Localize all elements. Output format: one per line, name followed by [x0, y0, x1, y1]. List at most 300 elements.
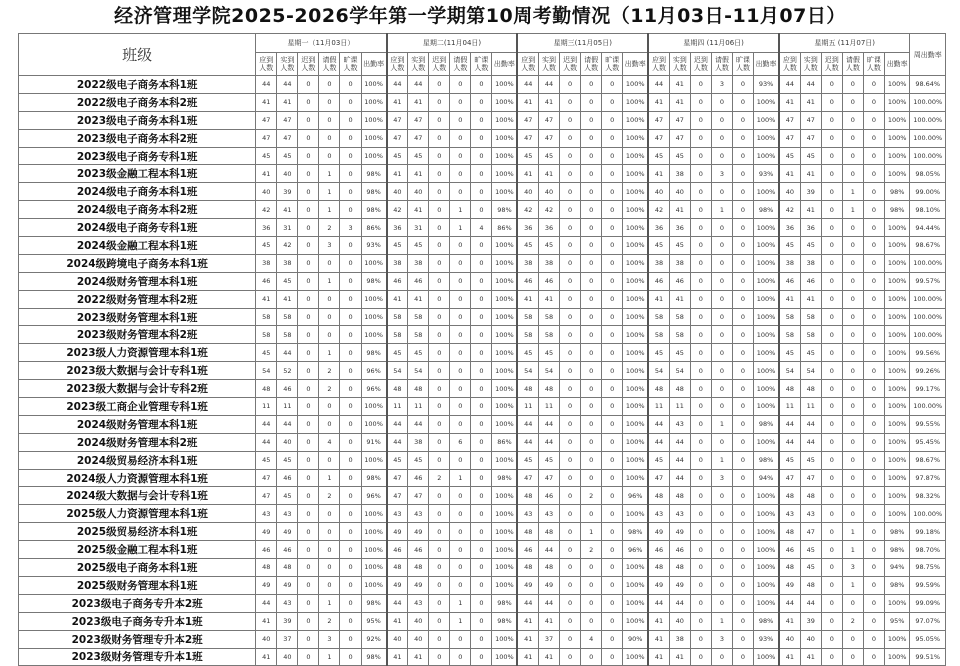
- count-cell: 41: [800, 648, 821, 666]
- count-cell: 41: [256, 93, 277, 111]
- count-cell: 0: [319, 308, 340, 326]
- count-cell: 0: [732, 165, 753, 183]
- count-cell: 0: [732, 237, 753, 255]
- report-title: 经济管理学院2025-2026学年第一学期第10周考勤情况（11月03日-11月07日）: [114, 5, 846, 27]
- count-cell: 38: [538, 254, 559, 272]
- count-cell: 43: [517, 505, 538, 523]
- attendance-rate-cell: 98%: [361, 594, 387, 612]
- count-cell: 58: [277, 308, 298, 326]
- attendance-rate-cell: 100%: [623, 254, 648, 272]
- class-name-cell: 2024级电子商务本科2班: [19, 201, 256, 219]
- count-cell: 0: [298, 380, 319, 398]
- count-cell: 3: [340, 219, 361, 237]
- count-cell: 47: [387, 129, 408, 147]
- count-cell: 40: [669, 183, 690, 201]
- attendance-rate-cell: 100%: [884, 451, 910, 469]
- count-cell: 0: [560, 272, 581, 290]
- count-cell: 0: [732, 469, 753, 487]
- count-cell: 0: [340, 308, 361, 326]
- count-cell: 0: [863, 201, 884, 219]
- table-row: [19, 487, 946, 505]
- count-cell: 0: [732, 433, 753, 451]
- table-row: [19, 219, 946, 237]
- count-cell: 1: [842, 576, 863, 594]
- attendance-rate-cell: 100%: [754, 594, 780, 612]
- class-name-cell: 2025级贸易经济本科1班: [19, 523, 256, 541]
- table-row: [19, 433, 946, 451]
- count-cell: 0: [842, 111, 863, 129]
- count-cell: 0: [581, 308, 602, 326]
- count-cell: 58: [256, 326, 277, 344]
- count-cell: 44: [256, 433, 277, 451]
- sub-column-header: 实到人数: [538, 53, 559, 76]
- count-cell: 40: [779, 630, 800, 648]
- count-cell: 0: [711, 272, 732, 290]
- count-cell: 40: [387, 183, 408, 201]
- count-cell: 0: [690, 147, 711, 165]
- count-cell: 2: [319, 380, 340, 398]
- count-cell: 39: [800, 612, 821, 630]
- count-cell: 0: [298, 648, 319, 666]
- count-cell: 0: [560, 129, 581, 147]
- count-cell: 2: [429, 469, 450, 487]
- count-cell: 0: [711, 362, 732, 380]
- count-cell: 58: [669, 308, 690, 326]
- count-cell: 0: [319, 76, 340, 94]
- class-name-cell: 2024级跨境电子商务本科1班: [19, 254, 256, 272]
- attendance-rate-cell: 100%: [361, 415, 387, 433]
- count-cell: 44: [538, 76, 559, 94]
- count-cell: 47: [517, 111, 538, 129]
- attendance-rate-cell: 100%: [492, 129, 517, 147]
- count-cell: 0: [732, 648, 753, 666]
- attendance-rate-cell: 100%: [754, 398, 780, 416]
- attendance-rate-cell: 98%: [492, 612, 517, 630]
- count-cell: 44: [669, 451, 690, 469]
- count-cell: 0: [560, 254, 581, 272]
- count-cell: 0: [863, 344, 884, 362]
- count-cell: 44: [277, 415, 298, 433]
- day-header: 星期四 (11月06日): [648, 34, 779, 53]
- table-row: [19, 451, 946, 469]
- attendance-rate-cell: 100%: [884, 398, 910, 416]
- count-cell: 40: [277, 648, 298, 666]
- count-cell: 1: [711, 201, 732, 219]
- count-cell: 1: [319, 648, 340, 666]
- count-cell: 0: [298, 308, 319, 326]
- count-cell: 0: [863, 415, 884, 433]
- attendance-rate-cell: 98%: [754, 415, 780, 433]
- count-cell: 0: [450, 344, 471, 362]
- count-cell: 0: [581, 648, 602, 666]
- count-cell: 2: [581, 541, 602, 559]
- count-cell: 47: [256, 487, 277, 505]
- count-cell: 0: [450, 576, 471, 594]
- count-cell: 0: [602, 630, 623, 648]
- count-cell: 45: [408, 451, 429, 469]
- attendance-rate-cell: 93%: [754, 76, 780, 94]
- count-cell: 0: [560, 415, 581, 433]
- count-cell: 0: [581, 76, 602, 94]
- count-cell: 40: [648, 183, 669, 201]
- weekly-rate-cell: 100.00%: [910, 398, 946, 416]
- count-cell: 0: [298, 93, 319, 111]
- count-cell: 45: [800, 237, 821, 255]
- attendance-rate-cell: 100%: [492, 344, 517, 362]
- count-cell: 36: [517, 219, 538, 237]
- count-cell: 36: [648, 219, 669, 237]
- count-cell: 47: [538, 469, 559, 487]
- count-cell: 41: [408, 290, 429, 308]
- count-cell: 0: [340, 594, 361, 612]
- attendance-rate-cell: 100%: [361, 451, 387, 469]
- count-cell: 0: [298, 398, 319, 416]
- count-cell: 54: [408, 362, 429, 380]
- count-cell: 0: [690, 326, 711, 344]
- count-cell: 0: [863, 219, 884, 237]
- count-cell: 0: [863, 398, 884, 416]
- count-cell: 1: [711, 415, 732, 433]
- count-cell: 0: [471, 594, 492, 612]
- count-cell: 47: [408, 129, 429, 147]
- table-row: [19, 93, 946, 111]
- count-cell: 49: [648, 523, 669, 541]
- class-name-cell: 2023级大数据与会计专科1班: [19, 362, 256, 380]
- count-cell: 11: [800, 398, 821, 416]
- count-cell: 47: [277, 111, 298, 129]
- count-cell: 0: [340, 237, 361, 255]
- count-cell: 0: [602, 272, 623, 290]
- class-name-cell: 2025级财务管理本科1班: [19, 576, 256, 594]
- count-cell: 0: [429, 129, 450, 147]
- count-cell: 40: [517, 183, 538, 201]
- count-cell: 0: [863, 576, 884, 594]
- attendance-rate-cell: 100%: [623, 219, 648, 237]
- count-cell: 40: [277, 165, 298, 183]
- count-cell: 58: [648, 308, 669, 326]
- count-cell: 0: [602, 129, 623, 147]
- attendance-rate-cell: 100%: [623, 576, 648, 594]
- count-cell: 0: [298, 559, 319, 577]
- count-cell: 41: [538, 93, 559, 111]
- count-cell: 40: [408, 612, 429, 630]
- attendance-rate-cell: 100%: [884, 111, 910, 129]
- count-cell: 0: [842, 505, 863, 523]
- count-cell: 0: [842, 237, 863, 255]
- table-row: [19, 111, 946, 129]
- count-cell: 11: [256, 398, 277, 416]
- attendance-rate-cell: 100%: [623, 451, 648, 469]
- table-row: [19, 237, 946, 255]
- count-cell: 43: [648, 505, 669, 523]
- attendance-rate-cell: 100%: [492, 630, 517, 648]
- count-cell: 0: [560, 630, 581, 648]
- count-cell: 47: [277, 129, 298, 147]
- count-cell: 48: [779, 559, 800, 577]
- attendance-rate-cell: 100%: [492, 326, 517, 344]
- count-cell: 47: [800, 469, 821, 487]
- count-cell: 41: [277, 93, 298, 111]
- count-cell: 0: [560, 505, 581, 523]
- count-cell: 0: [429, 648, 450, 666]
- count-cell: 0: [732, 111, 753, 129]
- count-cell: 58: [669, 326, 690, 344]
- count-cell: 43: [277, 594, 298, 612]
- count-cell: 41: [256, 612, 277, 630]
- count-cell: 0: [821, 469, 842, 487]
- count-cell: 2: [842, 612, 863, 630]
- attendance-rate-cell: 100%: [884, 505, 910, 523]
- count-cell: 52: [277, 362, 298, 380]
- count-cell: 44: [669, 469, 690, 487]
- count-cell: 54: [779, 362, 800, 380]
- count-cell: 0: [711, 326, 732, 344]
- attendance-rate-cell: 100%: [884, 433, 910, 451]
- count-cell: 45: [256, 451, 277, 469]
- count-cell: 0: [298, 254, 319, 272]
- count-cell: 0: [298, 201, 319, 219]
- count-cell: 41: [538, 612, 559, 630]
- attendance-rate-cell: 100%: [361, 254, 387, 272]
- count-cell: 48: [387, 559, 408, 577]
- attendance-rate-cell: 100%: [884, 362, 910, 380]
- count-cell: 42: [538, 201, 559, 219]
- count-cell: 45: [277, 487, 298, 505]
- count-cell: 41: [648, 290, 669, 308]
- table-row: [19, 505, 946, 523]
- count-cell: 0: [842, 76, 863, 94]
- count-cell: 0: [450, 93, 471, 111]
- count-cell: 0: [298, 469, 319, 487]
- count-cell: 48: [256, 559, 277, 577]
- count-cell: 0: [863, 433, 884, 451]
- count-cell: 44: [648, 433, 669, 451]
- count-cell: 0: [560, 594, 581, 612]
- class-name-cell: 2024级财务管理本科1班: [19, 272, 256, 290]
- table-row: [19, 326, 946, 344]
- count-cell: 0: [450, 541, 471, 559]
- class-name-cell: 2023级电子商务本科2班: [19, 129, 256, 147]
- count-cell: 38: [408, 254, 429, 272]
- count-cell: 0: [602, 326, 623, 344]
- count-cell: 0: [471, 487, 492, 505]
- count-cell: 0: [602, 576, 623, 594]
- count-cell: 0: [690, 111, 711, 129]
- count-cell: 0: [471, 469, 492, 487]
- count-cell: 0: [602, 648, 623, 666]
- count-cell: 48: [538, 559, 559, 577]
- count-cell: 41: [669, 93, 690, 111]
- count-cell: 0: [450, 630, 471, 648]
- count-cell: 0: [842, 380, 863, 398]
- count-cell: 4: [581, 630, 602, 648]
- attendance-rate-cell: 98%: [361, 648, 387, 666]
- count-cell: 0: [340, 469, 361, 487]
- count-cell: 0: [602, 237, 623, 255]
- count-cell: 0: [863, 147, 884, 165]
- count-cell: 0: [711, 594, 732, 612]
- count-cell: 0: [732, 308, 753, 326]
- count-cell: 0: [450, 523, 471, 541]
- attendance-rate-cell: 100%: [492, 147, 517, 165]
- attendance-rate-cell: 100%: [754, 559, 780, 577]
- weekly-rate-cell: 100.00%: [910, 290, 946, 308]
- sub-column-header: 出勤率: [754, 53, 780, 76]
- count-cell: 0: [842, 415, 863, 433]
- count-cell: 0: [450, 254, 471, 272]
- count-cell: 0: [690, 451, 711, 469]
- count-cell: 0: [690, 219, 711, 237]
- attendance-rate-cell: 100%: [884, 380, 910, 398]
- count-cell: 40: [256, 630, 277, 648]
- count-cell: 40: [277, 433, 298, 451]
- count-cell: 45: [538, 344, 559, 362]
- count-cell: 41: [408, 165, 429, 183]
- count-cell: 11: [517, 398, 538, 416]
- count-cell: 45: [277, 272, 298, 290]
- count-cell: 0: [690, 344, 711, 362]
- count-cell: 46: [669, 541, 690, 559]
- attendance-rate-cell: 98%: [623, 523, 648, 541]
- count-cell: 48: [669, 380, 690, 398]
- attendance-rate-cell: 100%: [884, 326, 910, 344]
- count-cell: 0: [298, 630, 319, 648]
- count-cell: 45: [648, 451, 669, 469]
- sub-column-header: 迟到人数: [560, 53, 581, 76]
- attendance-rate-cell: 100%: [361, 93, 387, 111]
- count-cell: 0: [602, 594, 623, 612]
- count-cell: 0: [690, 398, 711, 416]
- attendance-rate-cell: 100%: [754, 344, 780, 362]
- count-cell: 0: [471, 129, 492, 147]
- count-cell: 0: [560, 147, 581, 165]
- count-cell: 0: [690, 93, 711, 111]
- count-cell: 47: [648, 129, 669, 147]
- count-cell: 0: [821, 398, 842, 416]
- class-name-cell: 2022级电子商务本科2班: [19, 93, 256, 111]
- count-cell: 1: [581, 523, 602, 541]
- count-cell: 0: [340, 576, 361, 594]
- count-cell: 11: [408, 398, 429, 416]
- attendance-rate-cell: 100%: [754, 254, 780, 272]
- count-cell: 0: [690, 129, 711, 147]
- count-cell: 44: [387, 415, 408, 433]
- attendance-rate-cell: 100%: [492, 415, 517, 433]
- count-cell: 0: [581, 237, 602, 255]
- sub-column-header: 旷课人数: [471, 53, 492, 76]
- count-cell: 45: [517, 147, 538, 165]
- count-cell: 0: [711, 183, 732, 201]
- count-cell: 44: [387, 433, 408, 451]
- count-cell: 0: [319, 523, 340, 541]
- count-cell: 0: [732, 415, 753, 433]
- count-cell: 0: [429, 594, 450, 612]
- weekly-rate-cell: 100.00%: [910, 93, 946, 111]
- count-cell: 41: [256, 648, 277, 666]
- count-cell: 44: [387, 76, 408, 94]
- attendance-rate-cell: 96%: [623, 487, 648, 505]
- count-cell: 48: [669, 487, 690, 505]
- count-cell: 0: [690, 415, 711, 433]
- count-cell: 0: [429, 505, 450, 523]
- attendance-rate-cell: 100%: [884, 219, 910, 237]
- count-cell: 41: [779, 612, 800, 630]
- count-cell: 0: [450, 326, 471, 344]
- count-cell: 0: [340, 290, 361, 308]
- attendance-rate-cell: 100%: [623, 308, 648, 326]
- count-cell: 0: [732, 272, 753, 290]
- count-cell: 0: [429, 219, 450, 237]
- count-cell: 49: [408, 523, 429, 541]
- count-cell: 44: [538, 541, 559, 559]
- count-cell: 0: [319, 111, 340, 129]
- count-cell: 44: [800, 433, 821, 451]
- count-cell: 45: [779, 451, 800, 469]
- count-cell: 54: [538, 362, 559, 380]
- count-cell: 0: [732, 398, 753, 416]
- attendance-rate-cell: 100%: [754, 219, 780, 237]
- count-cell: 0: [319, 415, 340, 433]
- count-cell: 0: [863, 76, 884, 94]
- attendance-rate-cell: 100%: [754, 380, 780, 398]
- count-cell: 45: [800, 451, 821, 469]
- count-cell: 41: [538, 290, 559, 308]
- table-row: [19, 362, 946, 380]
- count-cell: 49: [387, 576, 408, 594]
- attendance-rate-cell: 100%: [754, 290, 780, 308]
- count-cell: 0: [340, 415, 361, 433]
- count-cell: 0: [732, 451, 753, 469]
- count-cell: 0: [340, 183, 361, 201]
- table-row: [19, 147, 946, 165]
- count-cell: 45: [779, 237, 800, 255]
- count-cell: 43: [408, 505, 429, 523]
- count-cell: 1: [711, 612, 732, 630]
- count-cell: 1: [319, 344, 340, 362]
- count-cell: 48: [779, 380, 800, 398]
- count-cell: 0: [471, 111, 492, 129]
- count-cell: 46: [779, 272, 800, 290]
- count-cell: 46: [648, 272, 669, 290]
- attendance-rate-cell: 100%: [492, 505, 517, 523]
- class-name-cell: 2024级财务管理本科1班: [19, 415, 256, 433]
- attendance-rate-cell: 100%: [623, 344, 648, 362]
- count-cell: 0: [690, 576, 711, 594]
- count-cell: 45: [256, 147, 277, 165]
- count-cell: 0: [429, 433, 450, 451]
- count-cell: 43: [387, 505, 408, 523]
- attendance-table: [18, 33, 946, 666]
- count-cell: 45: [648, 147, 669, 165]
- count-cell: 40: [408, 630, 429, 648]
- count-cell: 0: [863, 541, 884, 559]
- count-cell: 0: [298, 362, 319, 380]
- count-cell: 0: [450, 272, 471, 290]
- count-cell: 0: [340, 648, 361, 666]
- count-cell: 0: [340, 165, 361, 183]
- class-name-cell: 2024级电子商务专科1班: [19, 219, 256, 237]
- count-cell: 0: [340, 505, 361, 523]
- count-cell: 0: [471, 559, 492, 577]
- count-cell: 38: [669, 165, 690, 183]
- count-cell: 0: [471, 147, 492, 165]
- count-cell: 0: [842, 93, 863, 111]
- count-cell: 1: [450, 594, 471, 612]
- count-cell: 0: [581, 612, 602, 630]
- count-cell: 0: [450, 111, 471, 129]
- attendance-rate-cell: 98%: [361, 201, 387, 219]
- count-cell: 39: [800, 183, 821, 201]
